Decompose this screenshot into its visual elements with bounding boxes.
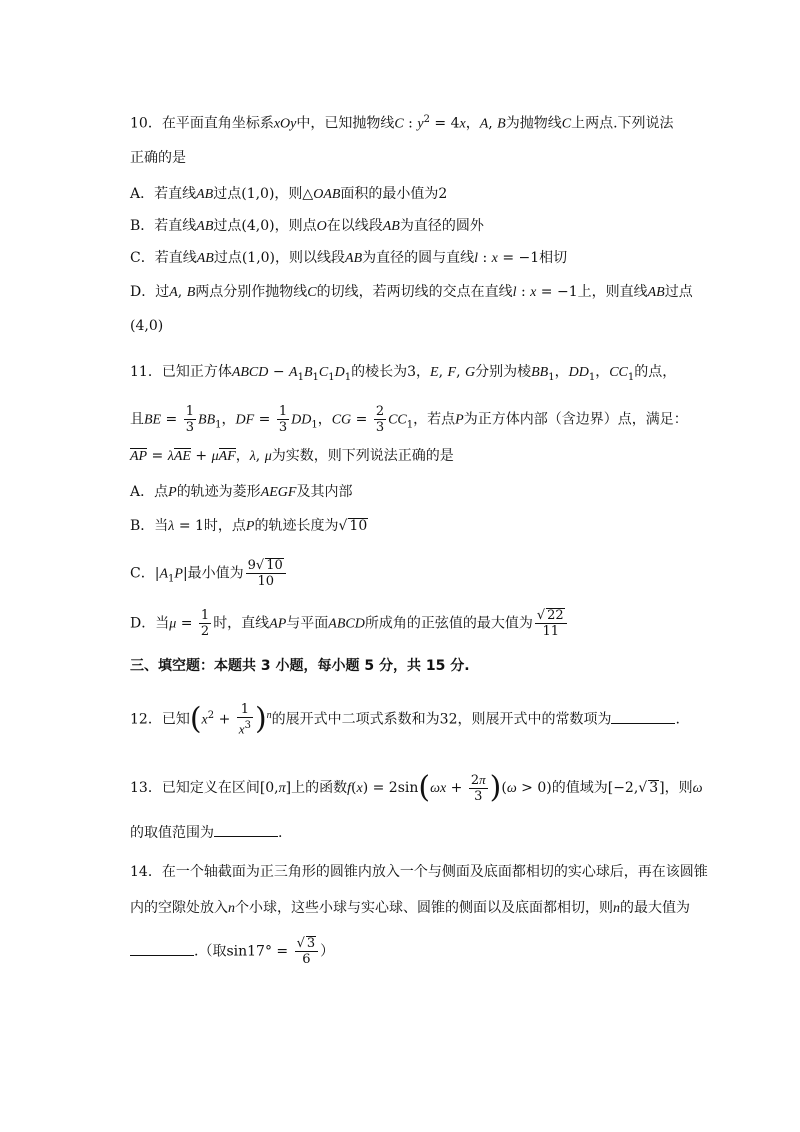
- q13-line2: [130, 822, 282, 843]
- q11-stem-text: 11．已知正方体: [130, 364, 232, 380]
- q12-text-3: .: [675, 711, 680, 728]
- q14-text-4: .（取sin17° =: [194, 943, 289, 960]
- q13-text-4: ]，则: [659, 780, 693, 796]
- q11-stem-line2: 且BE = $\frac{1}{3}$ $BB_1$，DF = $\frac{1}{3}$ $DD_1$，CG = $\frac{2}{3}$ $CC_1$，若点P为正方体内部（含边界）点，满足：: [130, 404, 688, 435]
- q11-stem-line3: AP = λAE + μAF，λ, μ为实数，则下列说法正确的是: [130, 448, 454, 464]
- q11-stem-text-13: 为实数，则下列说法正确的是: [271, 448, 454, 464]
- q11-option-d-text-4: 所成角的正弦值的最大值为: [364, 615, 533, 632]
- q14-text-5: ）: [320, 943, 335, 960]
- q12-text-2: 的展开式中二项式系数和为32，则展开式中的常数项为: [271, 711, 612, 728]
- q11-stem-text-2: 的棱长为3，: [351, 364, 431, 380]
- q11-stem-text-3: 分别为棱: [475, 364, 532, 380]
- q13-text-6: .: [278, 825, 283, 841]
- q11-stem-text-7: 且: [130, 411, 144, 428]
- q11-option-d-text-3: 与平面: [286, 615, 329, 632]
- q11-option-b-text-2: 时，点: [203, 518, 246, 534]
- q11-option-a: A．点P的轨迹为菱形AEGF及其内部: [130, 484, 353, 500]
- q10-option-b: B．若直线AB过点(4,0)，则点O在以线段AB为直径的圆外: [130, 218, 484, 234]
- q10-option-d-text: D．过: [130, 284, 170, 300]
- q11-stem-text-8: ，: [221, 411, 236, 428]
- q11-stem-text-4: ，: [554, 364, 569, 380]
- q10-option-d-text-5: 过点: [664, 284, 693, 300]
- q11-option-d-text-2: 时，直线: [213, 615, 270, 632]
- q11-option-a-text-3: 及其内部: [296, 484, 353, 500]
- q10-option-d-text-6: (4,0): [130, 318, 164, 334]
- q10-stem-text-6: 正确的是: [130, 150, 186, 166]
- q11-stem-line1: 11．已知正方体ABCD − $A_1B_1C_1D_1$的棱长为3，E, F, G分别为棱$BB_1$，$DD_1$，$CC_1$的点，: [130, 364, 677, 383]
- q10-option-c-text-4: = −1相切: [502, 250, 568, 266]
- q11-option-d-text: D．当: [130, 615, 170, 632]
- q11-stem-text-11: 为正方体内部（含边界）点，满足：: [463, 411, 688, 428]
- q10-option-b-text: B．若直线: [130, 218, 197, 234]
- q10-option-d-text-2: 两点分别作抛物线: [195, 284, 308, 300]
- q10-option-a-text: A．若直线: [130, 186, 197, 202]
- q10-option-d: D．过A, B两点分别作抛物线C的切线，若两切线的交点在直线l : x = −1上，则直线AB过点: [130, 284, 693, 300]
- q10-option-d-text-3: 的切线，若两切线的交点在直线: [316, 284, 513, 300]
- q10-option-c: C．若直线AB过点(1,0)，则以线段AB为直径的圆与直线l : x = −1相切: [130, 250, 568, 266]
- q10-option-b-text-3: 在以线段: [326, 218, 383, 234]
- q13-answer-blank[interactable]: [214, 822, 278, 837]
- q14-line2: 内的空隙处放入n个小球，这些小球与实心球、圆锥的侧面以及底面都相切，则n的最大值为: [130, 900, 690, 916]
- q14-line1: 14．在一个轴截面为正三角形的圆锥内放入一个与侧面及底面都相切的实心球后，再在该圆锥: [130, 864, 708, 880]
- section-three-heading: 三、填空题：本题共 3 小题，每小题 5 分，共 15 分.: [130, 658, 470, 674]
- q10-option-d-line2: [130, 316, 163, 336]
- q11-stem-text-10: ，若点: [413, 411, 456, 428]
- q12-text: 12．已知: [130, 711, 190, 728]
- q10-stem-text-3: ，: [465, 115, 480, 132]
- q10-stem-text-5: 上两点.下列说法: [571, 115, 674, 132]
- q10-stem-text-2: 中，已知抛物线: [296, 115, 395, 132]
- q10-option-c-text: C．若直线: [130, 250, 197, 266]
- q10-option-c-text-2: 过点(1,0)，则以线段: [213, 250, 346, 266]
- q11-option-b-text: B．当: [130, 518, 169, 534]
- q11-option-a-text: A．点: [130, 484, 169, 500]
- q10-option-a-text-3: 面积的最小值为2: [340, 186, 448, 202]
- q11-stem-text-5: ，: [595, 364, 610, 380]
- q11-stem-text-9: ，: [317, 411, 332, 428]
- q11-option-c-text: C．: [130, 565, 155, 582]
- q10-option-a-text-2: 过点(1,0)，则△: [213, 186, 314, 202]
- q10-stem-text: 10．在平面直角坐标系: [130, 115, 274, 132]
- q13-text-3: 的值域为[−2,: [551, 780, 639, 796]
- q11-option-a-text-2: 的轨迹为菱形: [176, 484, 261, 500]
- q13-text-2: ]上的函数: [285, 780, 348, 796]
- q10-option-d-text-4: = −1上，则直线: [540, 284, 648, 300]
- q11-option-b: B．当λ = 1时，点P的轨迹长度为√ 10: [130, 518, 368, 534]
- q10-stem-text-4: 为抛物线: [505, 115, 562, 132]
- q10-option-b-text-4: 为直径的圆外: [399, 218, 484, 234]
- q13-text-5: 的取值范围为: [130, 825, 214, 841]
- q12-line: 12．已知($x^2$ + $\frac{1}{x^3}$ )$^n$的展开式中二项式系数和为32，则展开式中的常数项为 .: [130, 701, 680, 737]
- q11-option-c: C．$|A_1P|$最小值为 $\frac{9√ 10}{10}$: [130, 558, 288, 589]
- q14-text-2: 个小球，这些小球与实心球、圆锥的侧面以及底面都相切，则: [235, 900, 613, 916]
- q10-stem-line2: [130, 148, 186, 168]
- q10-option-c-text-3: 为直径的圆与直线: [362, 250, 475, 266]
- q13-line1: 13．已知定义在区间[0,π]上的函数f(x) = 2sin(ωx + $\frac{2\pi}{3}$ )(ω > 0)的值域为[−2,√ 3]，则ω: [130, 770, 703, 805]
- q11-stem-text-12: ，: [235, 448, 250, 464]
- q11-option-c-text-2: 最小值为: [187, 565, 244, 582]
- q11-stem-text-6: 的点，: [634, 364, 677, 380]
- q14-text: 内的空隙处放入: [130, 900, 228, 916]
- q14-line3: .（取sin17° = $\frac{√ 3}{6}$ ）: [130, 936, 334, 967]
- q12-answer-blank[interactable]: [611, 709, 675, 724]
- q13-text: 13．已知定义在区间[0,: [130, 780, 279, 796]
- q14-text-3: 的最大值为: [620, 900, 690, 916]
- q10-stem-line1: 10．在平面直角坐标系xOy中，已知抛物线C : $y^2 = 4x$，A, B为抛物线C上两点.下列说法: [130, 114, 674, 132]
- q10-option-b-text-2: 过点(4,0)，则点: [213, 218, 317, 234]
- q14-answer-blank[interactable]: [130, 941, 194, 956]
- q11-option-d: D．当μ = $\frac{1}{2}$ 时，直线AP与平面ABCD所成角的正弦值的最大值为 $\frac{√ 22}{11}$: [130, 608, 569, 639]
- q11-option-b-text-3: 的轨迹长度为: [254, 518, 339, 534]
- q10-option-a: A．若直线AB过点(1,0)，则△OAB面积的最小值为2: [130, 186, 448, 202]
